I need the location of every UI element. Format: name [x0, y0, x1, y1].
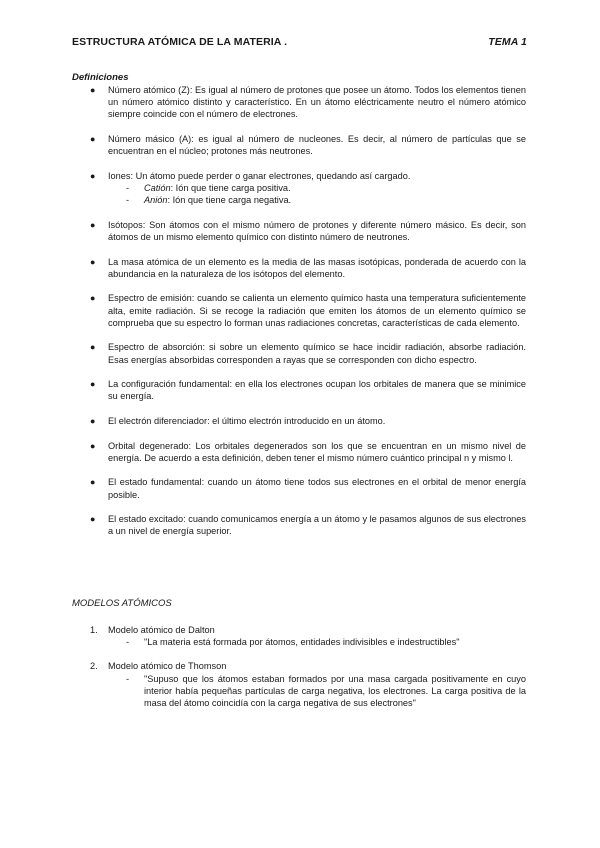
term-description: : Ión que tiene carga negativa.	[167, 195, 292, 206]
definition-text: Orbital degenerado: Los orbitales degenerados son los que se encuentran en un mismo nivel de energía. De acuerdo a esta definición, deben tener el mismo número cuántico principal n y mismo l.	[108, 440, 526, 463]
definition-text: Número másico (A): es igual al número de nucleones. Es decir, al número de partículas que se encuentran en el núcleo; protones más neutrones.	[108, 134, 526, 157]
list-item	[90, 415, 526, 427]
quote-text: "Supuso que los átomos estaban formados por una masa cargada positivamente en cuyo interior había pequeñas partículas de carga negativa, los electrones. La carga positiva de la masa del átomo coincidía con la carga negativa de sus electrones"	[144, 673, 526, 709]
definition-text: Espectro de absorción: si sobre un elemento químico se hace incidir radiación, absorbe radiación. Esas energías absorbidas corresponden a rayas que se corresponden con dicho espectro.	[108, 342, 526, 365]
list-item	[90, 440, 526, 464]
definition-text: El estado excitado: cuando comunicamos energía a un átomo y le pasamos algunos de sus electrones a un nivel de energía superior.	[108, 514, 526, 537]
models-heading: MODELOS ATÓMICOS	[72, 598, 172, 609]
bullet-icon: ●	[90, 256, 96, 267]
bullet-icon: ●	[90, 415, 96, 426]
list-item	[90, 170, 526, 207]
list-item	[90, 341, 526, 365]
bullet-icon: ●	[90, 477, 96, 488]
bullet-icon: ●	[90, 514, 96, 525]
topic-label: TEMA 1	[488, 36, 527, 48]
definition-text: Isótopos: Son átomos con el mismo número de protones y diferente número másico. Es decir, son átomos de un mismo elemento químico con distinto número de neutrones.	[108, 219, 526, 242]
definition-text: La configuración fundamental: en ella los electrones ocupan los orbitales de manera que se minimice su energía.	[108, 379, 526, 402]
model-quote	[126, 636, 526, 648]
dash-icon: -	[126, 673, 130, 684]
model-title: Modelo atómico de Dalton	[108, 625, 215, 635]
definitions-heading: Definiciones	[72, 72, 129, 83]
list-item	[90, 219, 526, 243]
list-item	[90, 513, 526, 537]
sublist-item	[126, 194, 526, 206]
bullet-icon: ●	[90, 219, 96, 230]
definitions-list	[0, 84, 600, 550]
page-header	[72, 36, 527, 50]
definition-text: El electrón diferenciador: el último electrón introducido en un átomo.	[108, 415, 386, 426]
models-list	[0, 624, 600, 721]
ions-sublist	[108, 182, 526, 206]
list-item	[90, 133, 526, 157]
list-item	[90, 624, 526, 648]
term-description: : Ión que tiene carga positiva.	[170, 183, 291, 193]
item-number: 1.	[90, 625, 98, 635]
dash-icon: -	[126, 637, 130, 648]
definition-text: Iones: Un átomo puede perder o ganar electrones, quedando así cargado.	[108, 170, 411, 181]
dash-icon: -	[126, 195, 130, 206]
list-item	[90, 84, 526, 121]
list-item	[90, 256, 526, 280]
list-item	[90, 378, 526, 402]
list-item	[90, 660, 526, 709]
bullet-icon: ●	[90, 134, 96, 144]
bullet-icon: ●	[90, 85, 96, 95]
definition-text: Número atómico (Z): Es igual al número de protones que posee un átomo. Todos los elementos tienen un número atómico distinto y característico. En un átomo eléctricamente neutro el número atómico siempre coincide con el número de electrones.	[108, 85, 526, 120]
term-text: Catión	[144, 183, 171, 193]
list-item	[90, 476, 526, 500]
definition-text: La masa atómica de un elemento es la media de las masas isotópicas, ponderada de acuerdo con la abundancia en la naturaleza de los isótopos del elemento.	[108, 256, 526, 279]
bullet-icon: ●	[90, 170, 96, 181]
item-number: 2.	[90, 661, 98, 672]
sublist-item	[126, 182, 526, 194]
term-text: Anión	[144, 195, 168, 206]
list-item	[90, 292, 526, 329]
definition-text: El estado fundamental: cuando un átomo tiene todos sus electrones en el orbital de menor energía posible.	[108, 477, 526, 500]
model-quote	[126, 673, 526, 710]
bullet-icon: ●	[90, 379, 96, 390]
quote-text: "La materia está formada por átomos, entidades indivisibles e indestructibles"	[144, 637, 460, 648]
definition-text: Espectro de emisión: cuando se calienta un elemento químico hasta una temperatura suficientemente alta, emite radiación. Si se recoge la radiación que emiten los átomos de un elemento químico se comprueba que su espectro lo forman unas radiaciones concretas, características de cada elemento.	[108, 293, 526, 328]
document-title: ESTRUCTURA ATÓMICA DE LA MATERIA .	[72, 36, 288, 48]
bullet-icon: ●	[90, 342, 96, 353]
bullet-icon: ●	[90, 293, 96, 304]
model-title: Modelo atómico de Thomson	[108, 661, 227, 672]
bullet-icon: ●	[90, 440, 96, 451]
dash-icon: -	[126, 183, 130, 193]
